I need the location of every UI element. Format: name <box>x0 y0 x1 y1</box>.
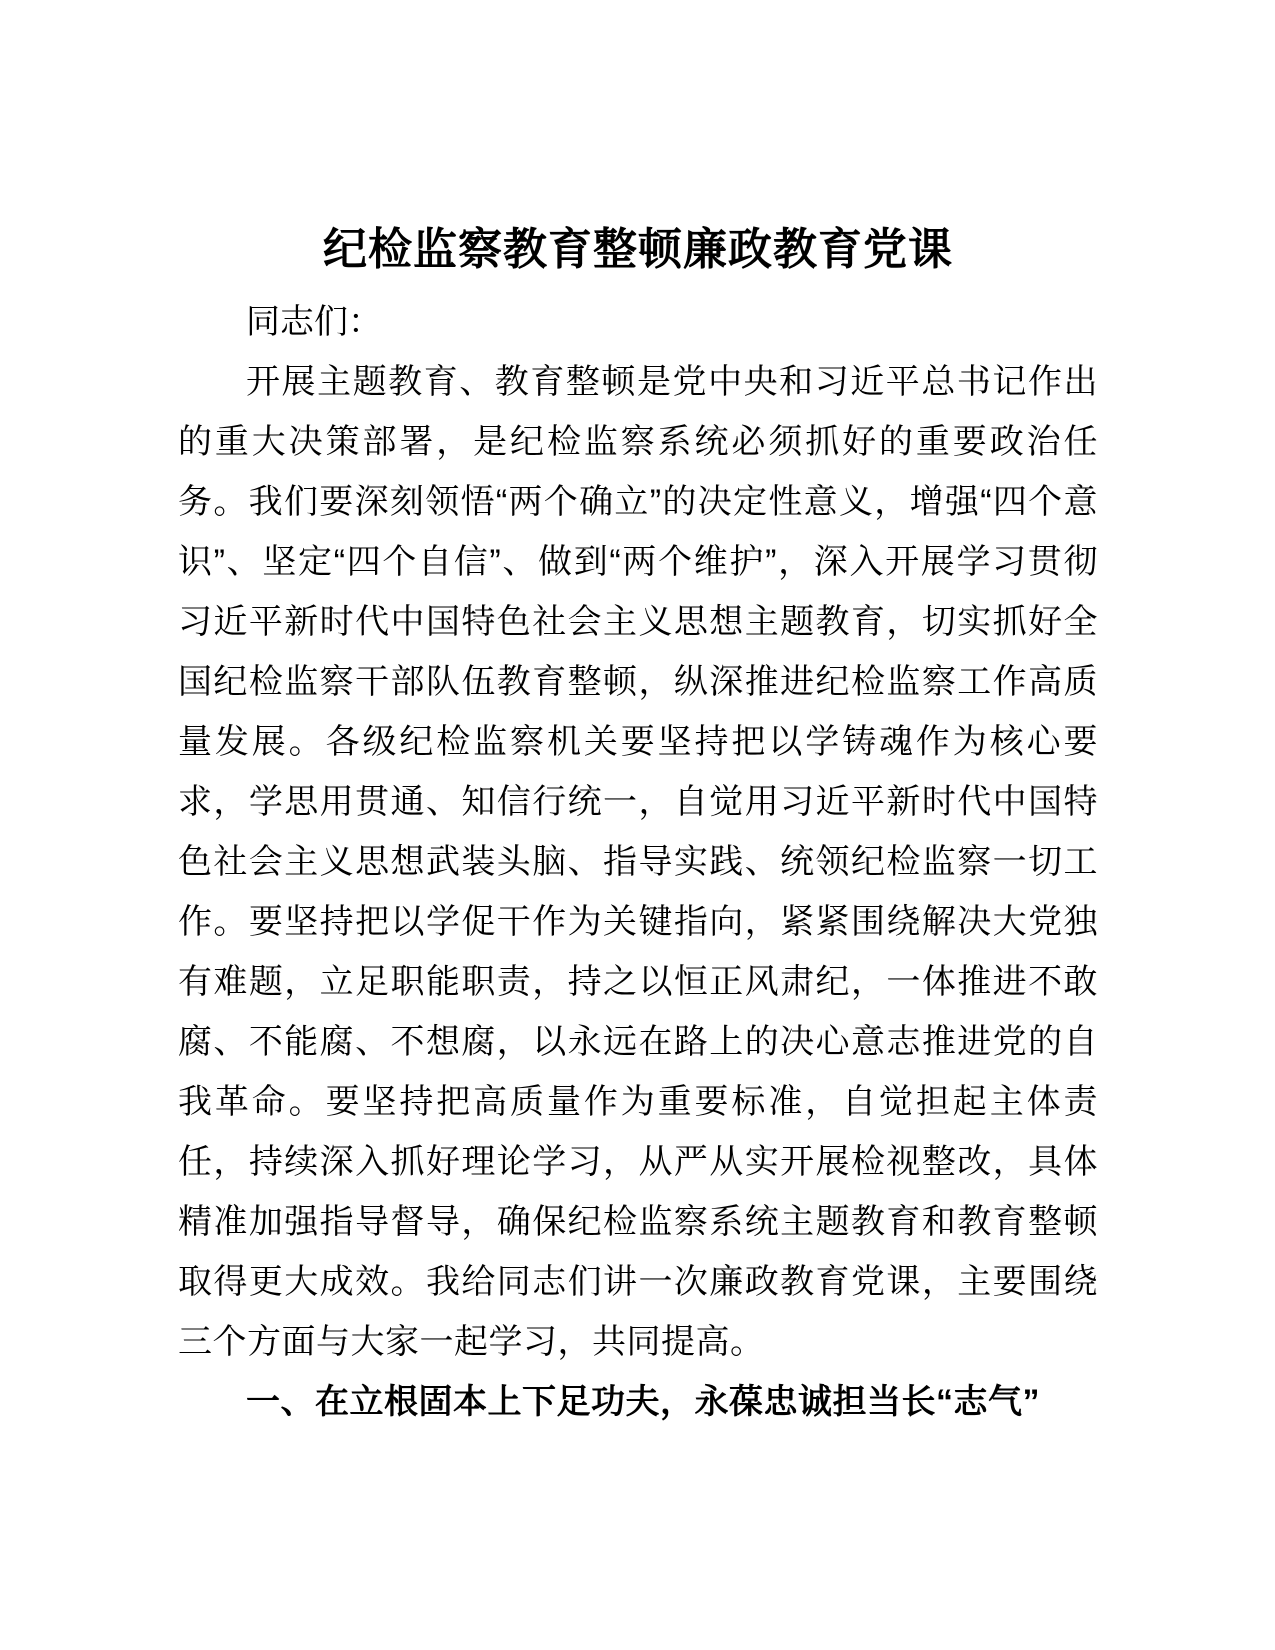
salutation: 同志们： <box>246 303 382 341</box>
page-title: 纪检监察教育整顿廉政教育党课 <box>323 225 953 274</box>
section-heading: 一、在立根固本上下足功夫，永葆忠诚担当长“志气” <box>246 1383 1040 1421</box>
body-paragraph: 开展主题教育、教育整顿是党中央和习近平总书记作出的重大决策部署，是纪检监察系统必须抓好的重要政治任务。我们要深刻领悟“两个确立”的决定性意义，增强“四个意识”、坚定“四个自信”、做到“两个维护”，深入开展学习贯彻习近平新时代中国特色社会主义思想主题教育，切实抓好全国纪检监察干部队伍教育整顿，纵深推进纪检监察工作高质量发展。各级纪检监察机关要坚持把以学铸魂作为核心要求，学思用贯通、知信行统一，自觉用习近平新时代中国特色社会主义思想武装头脑、指导实践、统领纪检监察一切工作。要坚持把以学促干作为关键指向，紧紧围绕解决大党独有难题，立足职能职责，持之以恒正风肃纪，一体推进不敢腐、不能腐、不想腐，以永远在路上的决心意志推进党的自我革命。要坚持把高质量作为重要标准，自觉担起主体责任，持续深入抓好理论学习，从严从实开展检视整改，具体精准加强指导督导，确保纪检监察系统主题教育和教育整顿取得更大成效。我给同志们讲一次廉政教育党课，主要围绕三个方面与大家一起学习，共同提高。 <box>178 363 1098 1361</box>
